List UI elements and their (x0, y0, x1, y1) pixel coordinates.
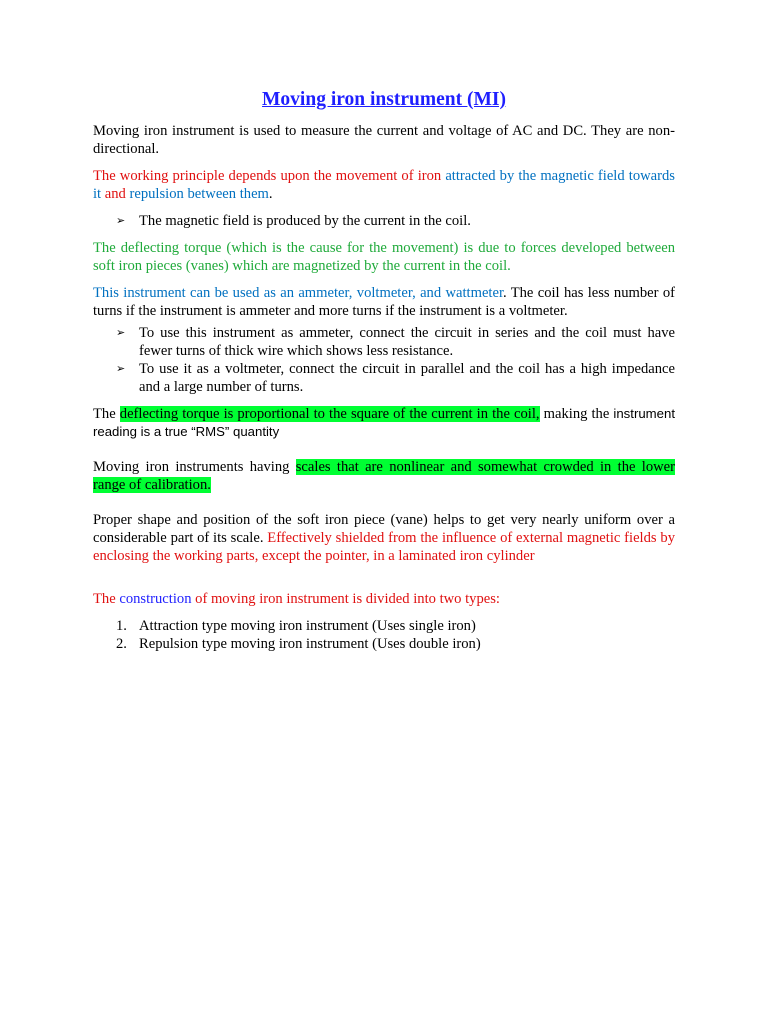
list-number: 1. (116, 618, 127, 634)
spacer (93, 503, 675, 511)
bullet-list-magnetic-field (93, 212, 675, 230)
paragraph-scales (93, 458, 675, 494)
list-number: 2. (116, 636, 127, 652)
bullet-text: To use it as a voltmeter, connect the circuit in parallel and the coil has a high impedance and a large number of turns. (139, 361, 675, 395)
paragraph-working-principle (93, 167, 675, 203)
bullet-text: The magnetic field is produced by the current in the coil. (139, 213, 471, 229)
spacer (93, 450, 675, 458)
list-item (93, 212, 675, 230)
period-text: . (268, 186, 273, 202)
coil-turns-text: . The coil has less number of turns if the instrument is ammeter and more turns if the instrument is a voltmeter. (93, 285, 675, 319)
arrow-bullet-icon: ➢ (116, 214, 126, 227)
and-text: and (101, 186, 130, 202)
paragraph-shape-position (93, 511, 675, 565)
document-body (93, 88, 675, 653)
paragraph-deflecting-torque: The deflecting torque (which is the cause for the movement) is due to forces developed between soft iron pieces (vanes) which are magnetized by the current in the coil. (93, 240, 675, 274)
type-text: Repulsion type moving iron instrument (Uses double iron) (139, 636, 481, 652)
uses-text: This instrument can be used as an ammeter, voltmeter, and wattmeter (93, 285, 504, 301)
working-principle-text: The working principle depends upon the movement of iron (93, 168, 446, 184)
paragraph-uses (93, 284, 675, 320)
list-item (93, 324, 675, 360)
page-title: Moving iron instrument (MI) (262, 89, 506, 110)
bullet-text: To use this instrument as ammeter, connect the circuit in series and the coil must have fewer turns of thick wire which shows less resistance. (139, 325, 675, 359)
construction-word: construction (119, 591, 192, 607)
shape-text: Proper shape and position of the soft iron piece (vane) helps to get very nearly uniform over a considerable part of its scale. (93, 512, 675, 546)
numbered-list-types (93, 617, 675, 653)
paragraph-rms (93, 405, 675, 441)
rms-text-middle: making the (539, 406, 614, 422)
highlight-scales: scales that are nonlinear and somewhat crowded in the lower range of calibration. (93, 459, 675, 493)
paragraph-intro: Moving iron instrument is used to measure the current and voltage of AC and DC. They are non-directional. (93, 123, 675, 157)
repulsion-text: repulsion between them (129, 186, 269, 202)
construction-text-start: The (93, 591, 120, 607)
spacer (93, 574, 675, 590)
scales-text: Moving iron instruments having (93, 459, 296, 475)
bullet-list-ammeter-voltmeter (93, 324, 675, 396)
attracted-text: attracted by the magnetic field towards it (93, 168, 675, 202)
type-text: Attraction type moving iron instrument (Uses single iron) (139, 618, 476, 634)
list-item (93, 617, 675, 635)
paragraph-construction (93, 590, 675, 608)
list-item (93, 360, 675, 396)
shielded-text: Effectively shielded from the influence of external magnetic fields by enclosing the working parts, except the pointer, in a laminated iron cylinder (93, 530, 675, 564)
rms-text-start: The (93, 406, 120, 422)
arrow-bullet-icon: ➢ (116, 362, 126, 375)
highlight-deflecting-torque: deflecting torque is proportional to the square of the current in the coil, (119, 406, 540, 422)
rms-quantity-text: instrument reading is a true “RMS” quantity (93, 406, 675, 439)
construction-text-end: of moving iron instrument is divided into two types: (191, 591, 500, 607)
arrow-bullet-icon: ➢ (116, 326, 126, 339)
list-item (93, 635, 675, 653)
